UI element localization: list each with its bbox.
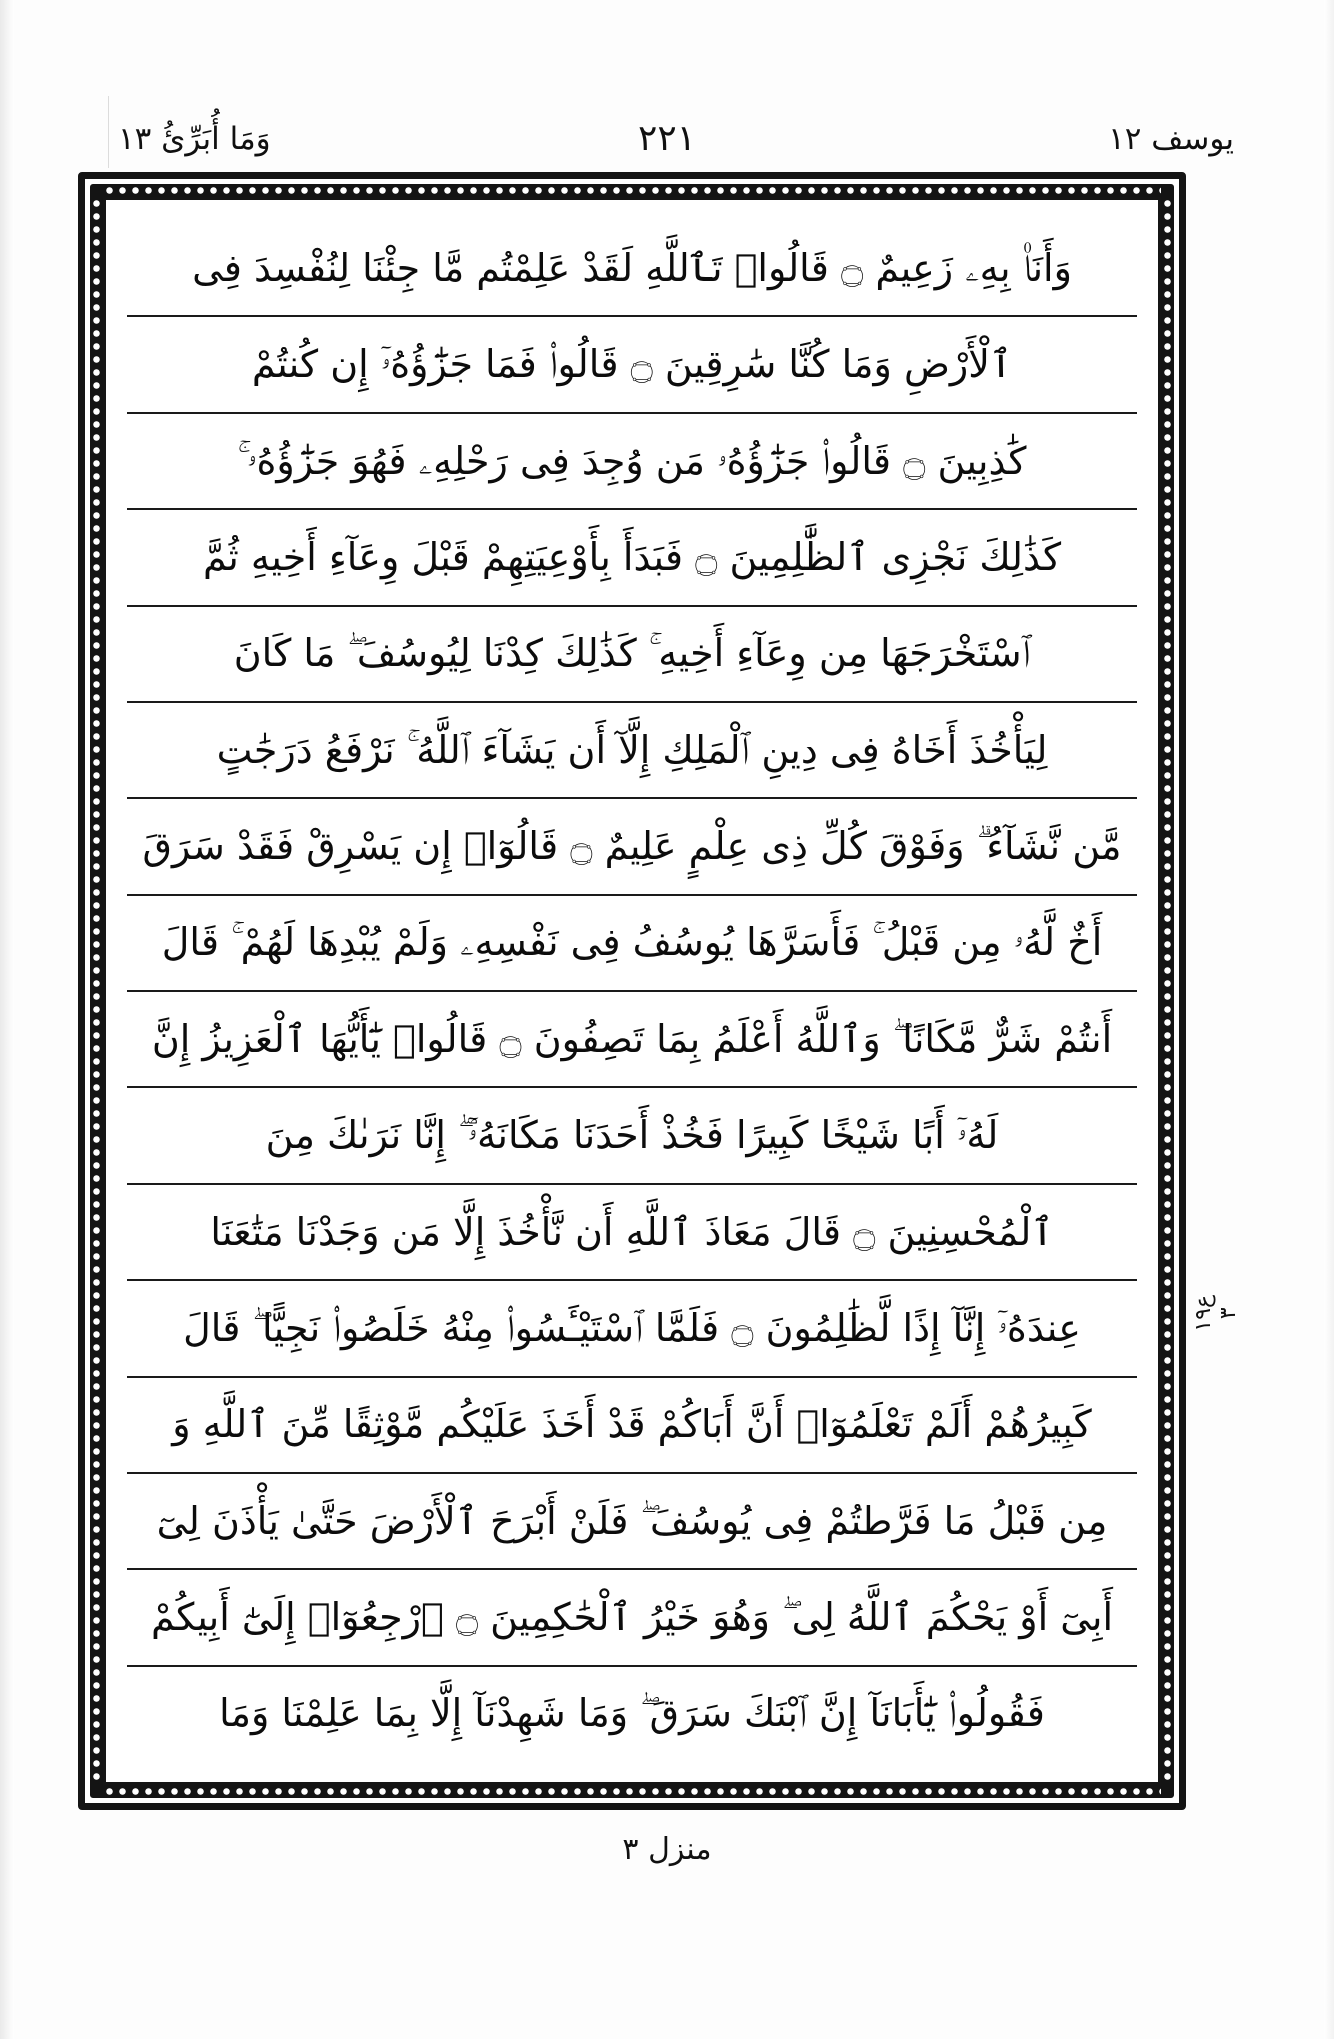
ayah-text: أَنتُمْ شَرٌّ مَّكَانًا ۖ وَٱللَّهُ أَعْلَمُ بِمَا تَصِفُونَ ۝ قَالُوا۟ يَٰٓأَيُّهَا ٱلْعَزِيزُ إِنَّ	[151, 1016, 1113, 1061]
scan-edge-right	[1324, 0, 1334, 2039]
bead-ornament-bottom	[103, 1785, 1161, 1798]
surah-label: يوسف ١٢	[1108, 120, 1234, 157]
page-frame-outer	[78, 172, 1186, 1810]
ayah-line	[127, 1378, 1137, 1474]
scan-edge-left	[0, 0, 14, 2039]
ayah-line	[127, 1185, 1137, 1281]
bead-ornament-right	[1161, 197, 1174, 1785]
page-frame-inner	[103, 197, 1161, 1785]
ayah-line	[127, 1667, 1137, 1761]
juz-label: وَمَا أُبَرِّئُ ١٣	[118, 120, 271, 157]
ayah-text: كَذَٰلِكَ نَجْزِى ٱلظَّٰلِمِينَ ۝ فَبَدَأَ بِأَوْعِيَتِهِمْ قَبْلَ وِعَآءِ أَخِيهِ ثُمَّ	[202, 534, 1062, 579]
ayah-text: ٱسْتَخْرَجَهَا مِن وِعَآءِ أَخِيهِ ۚ كَذَٰلِكَ كِدْنَا لِيُوسُفَ ۖ مَا كَانَ	[233, 631, 1031, 676]
ayah-text: لِيَأْخُذَ أَخَاهُ فِى دِينِ ٱلْمَلِكِ إِلَّآ أَن يَشَآءَ ٱللَّهُ ۚ نَرْفَعُ دَرَجَٰتٍ	[216, 727, 1048, 772]
ayah-line	[127, 221, 1137, 317]
ayah-line	[127, 1281, 1137, 1377]
ayah-text: مِن قَبْلُ مَا فَرَّطتُمْ فِى يُوسُفَ ۖ فَلَنْ أَبْرَحَ ٱلْأَرْضَ حَتَّىٰ يَأْذَنَ لِىٓ	[156, 1498, 1108, 1543]
ayah-line	[127, 510, 1137, 606]
ayah-line	[127, 317, 1137, 413]
ayah-line	[127, 992, 1137, 1088]
ayah-text: أَخٌ لَّهُۥ مِن قَبْلُ ۚ فَأَسَرَّهَا يُوسُفُ فِى نَفْسِهِۦ وَلَمْ يُبْدِهَا لَهُمْ ۚ قَالَ	[161, 920, 1103, 965]
ayah-text: عِندَهُۥٓ إِنَّآ إِذًا لَّظَٰلِمُونَ ۝ فَلَمَّا ٱسْتَيْـَٔسُوا۟ مِنْهُ خَلَصُوا۟ نَجِيًّا ۖ قَالَ	[183, 1305, 1081, 1350]
ayah-text: ٱلْأَرْضِ وَمَا كُنَّا سَٰرِقِينَ ۝ قَالُوا۟ فَمَا جَزَٰٓؤُهُۥٓ إِن كُنتُمْ	[251, 342, 1013, 387]
ayah-line	[127, 1474, 1137, 1570]
bead-ornament-left	[90, 197, 103, 1785]
ayah-line	[127, 703, 1137, 799]
ayah-text: مَّن نَّشَآءُ ۗ وَفَوْقَ كُلِّ ذِى عِلْمٍ عَلِيمٌ ۝ قَالُوٓا۟ إِن يَسْرِقْ فَقَدْ سَرَقَ	[142, 824, 1122, 869]
ayah-line	[127, 414, 1137, 510]
page-header	[80, 108, 1254, 170]
ayah-text: كَبِيرُهُمْ أَلَمْ تَعْلَمُوٓا۟ أَنَّ أَبَاكُمْ قَدْ أَخَذَ عَلَيْكُم مَّوْثِقًا مِّنَ ٱللَّهِ وَ	[172, 1402, 1092, 1447]
bead-ornament-top	[103, 184, 1161, 197]
ruku-marker	[1190, 1238, 1241, 1388]
ruku-marker-bottom: ٣	[1216, 1307, 1241, 1319]
ayah-line	[127, 799, 1137, 895]
ayah-text: وَأَنَا۠ بِهِۦ زَعِيمٌ ۝ قَالُوا۟ تَٱللَّهِ لَقَدْ عَلِمْتُم مَّا جِئْنَا لِنُفْسِدَ فِى	[192, 245, 1072, 290]
ruku-marker-top: ع١٩	[1190, 1294, 1216, 1332]
page-number: ٢٢١	[637, 118, 696, 159]
manzil-label: منزل ٣	[622, 1832, 712, 1867]
ayah-text: كَٰذِبِينَ ۝ قَالُوا۟ جَزَٰٓؤُهُۥ مَن وُجِدَ فِى رَحْلِهِۦ فَهُوَ جَزَٰٓؤُهُۥ ۚ	[237, 438, 1027, 483]
ayah-text: لَهُۥٓ أَبًا شَيْخًا كَبِيرًا فَخُذْ أَحَدَنَا مَكَانَهُۥٓ ۖ إِنَّا نَرَىٰكَ مِنَ	[265, 1113, 999, 1158]
ayah-lines	[127, 221, 1137, 1761]
ayah-line	[127, 896, 1137, 992]
ayah-text: أَبِىٓ أَوْ يَحْكُمَ ٱللَّهُ لِى ۖ وَهُوَ خَيْرُ ٱلْحَٰكِمِينَ ۝ ٱرْجِعُوٓا۟ إِلَىٰٓ أَبِيكُمْ	[150, 1595, 1114, 1640]
ayah-line	[127, 607, 1137, 703]
ayah-text: فَقُولُوا۟ يَٰٓأَبَانَآ إِنَّ ٱبْنَكَ سَرَقَ ۖ وَمَا شَهِدْنَآ إِلَّا بِمَا عَلِمْنَا وَمَا	[219, 1691, 1045, 1736]
ayah-line	[127, 1088, 1137, 1184]
ayah-line	[127, 1570, 1137, 1666]
ayah-text: ٱلْمُحْسِنِينَ ۝ قَالَ مَعَاذَ ٱللَّهِ أَن نَّأْخُذَ إِلَّا مَن وَجَدْنَا مَتَٰعَنَا	[210, 1209, 1054, 1254]
